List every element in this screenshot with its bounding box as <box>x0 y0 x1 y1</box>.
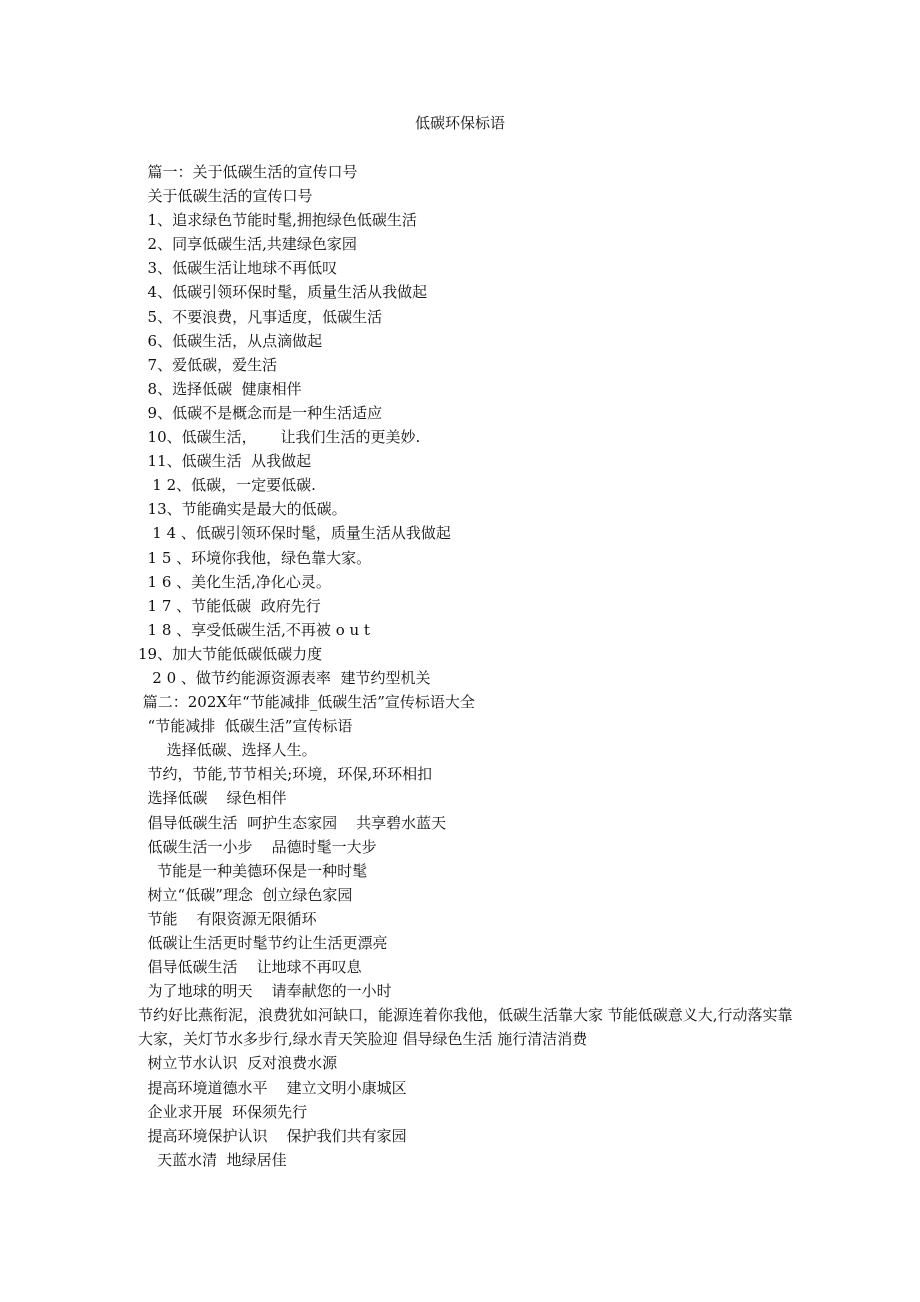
text-line: 13、节能确实是最大的低碳。 <box>138 500 347 519</box>
text-line: 1 8 、享受低碳生活,不再被 o u t <box>138 620 370 639</box>
text-line: 9、低碳不是概念而是一种生活适应 <box>138 403 383 422</box>
text-line: 1 4 、低碳引领环保时髦，质量生活从我做起 <box>138 524 451 543</box>
text-line: 树立节水认识 反对浪费水源 <box>138 1054 338 1073</box>
text-line: “节能减排 低碳生活”宣传标语 <box>138 717 353 736</box>
text-line: 1 5 、环境你我他，绿色靠大家。 <box>138 548 372 567</box>
text-line: 低碳生活一小步 品德时髦一大步 <box>138 837 377 856</box>
text-line: 1 2、低碳，一定要低碳. <box>138 476 316 495</box>
text-line: 节能是一种美德环保是一种时髦 <box>138 861 368 880</box>
text-line: 天蓝水清 地绿居佳 <box>138 1150 287 1169</box>
text-line: 2 0 、做节约能源资源表率 建节约型机关 <box>138 668 431 687</box>
text-line: 3、低碳生活让地球不再低叹 <box>138 259 338 278</box>
text-line: 4、低碳引领环保时髦，质量生活从我做起 <box>138 283 428 302</box>
text-line: 选择低碳、选择人生。 <box>138 741 317 760</box>
text-line: 节能 有限资源无限循环 <box>138 909 317 928</box>
text-line: 10、低碳生活， 让我们生活的更美妙. <box>138 428 421 447</box>
text-line: 8、选择低碳 健康相伴 <box>138 379 302 398</box>
text-line: 倡导低碳生活 让地球不再叹息 <box>138 958 362 977</box>
wrapped-paragraph: 节约好比燕衔泥，浪费犹如河缺口，能源连着你我他，低碳生活靠大家 节能低碳意义大,行动落实靠大家，关灯节水多步行,绿水青天笑脸迎 倡导绿色生活 施行清洁消费 <box>138 1006 793 1049</box>
text-line: 篇二：202X年“节能减排_低碳生活”宣传标语大全 <box>138 693 475 712</box>
text-line: 1 6 、美化生活,净化心灵。 <box>138 572 331 591</box>
document-body <box>138 160 798 1172</box>
document-title: 低碳环保标语 <box>414 114 505 132</box>
text-line: 19、加大节能低碳低碳力度 <box>138 644 323 663</box>
text-line: 6、低碳生活，从点滴做起 <box>138 331 323 350</box>
text-line: 为了地球的明天 请奉献您的一小时 <box>138 982 392 1001</box>
text-line: 1、追求绿色节能时髦,拥抱绿色低碳生活 <box>138 211 417 230</box>
text-line: 企业求开展 环保须先行 <box>138 1102 308 1121</box>
text-line: 选择低碳 绿色相伴 <box>138 789 287 808</box>
text-line: 低碳让生活更时髦节约让生活更漂亮 <box>138 934 388 952</box>
text-line: 倡导低碳生活 呵护生态家园 共享碧水蓝天 <box>138 813 447 832</box>
text-line: 7、爱低碳，爱生活 <box>138 355 278 374</box>
text-line: 节约，节能,节节相关;环境，环保,环环相扣 <box>138 765 433 784</box>
text-line: 提高环境道德水平 建立文明小康城区 <box>138 1078 407 1097</box>
text-line: 关于低碳生活的宣传口号 <box>138 187 313 206</box>
text-line: 2、同享低碳生活,共建绿色家园 <box>138 235 357 254</box>
text-line: 树立“低碳”理念 创立绿色家园 <box>138 885 353 904</box>
text-line: 5、不要浪费，凡事适度，低碳生活 <box>138 307 383 326</box>
text-line: 篇一：关于低碳生活的宣传口号 <box>138 163 358 181</box>
text-line: 11、低碳生活 从我做起 <box>138 452 312 471</box>
text-line: 1 7 、节能低碳 政府先行 <box>138 596 321 615</box>
text-line: 提高环境保护认识 保护我们共有家园 <box>138 1126 407 1145</box>
